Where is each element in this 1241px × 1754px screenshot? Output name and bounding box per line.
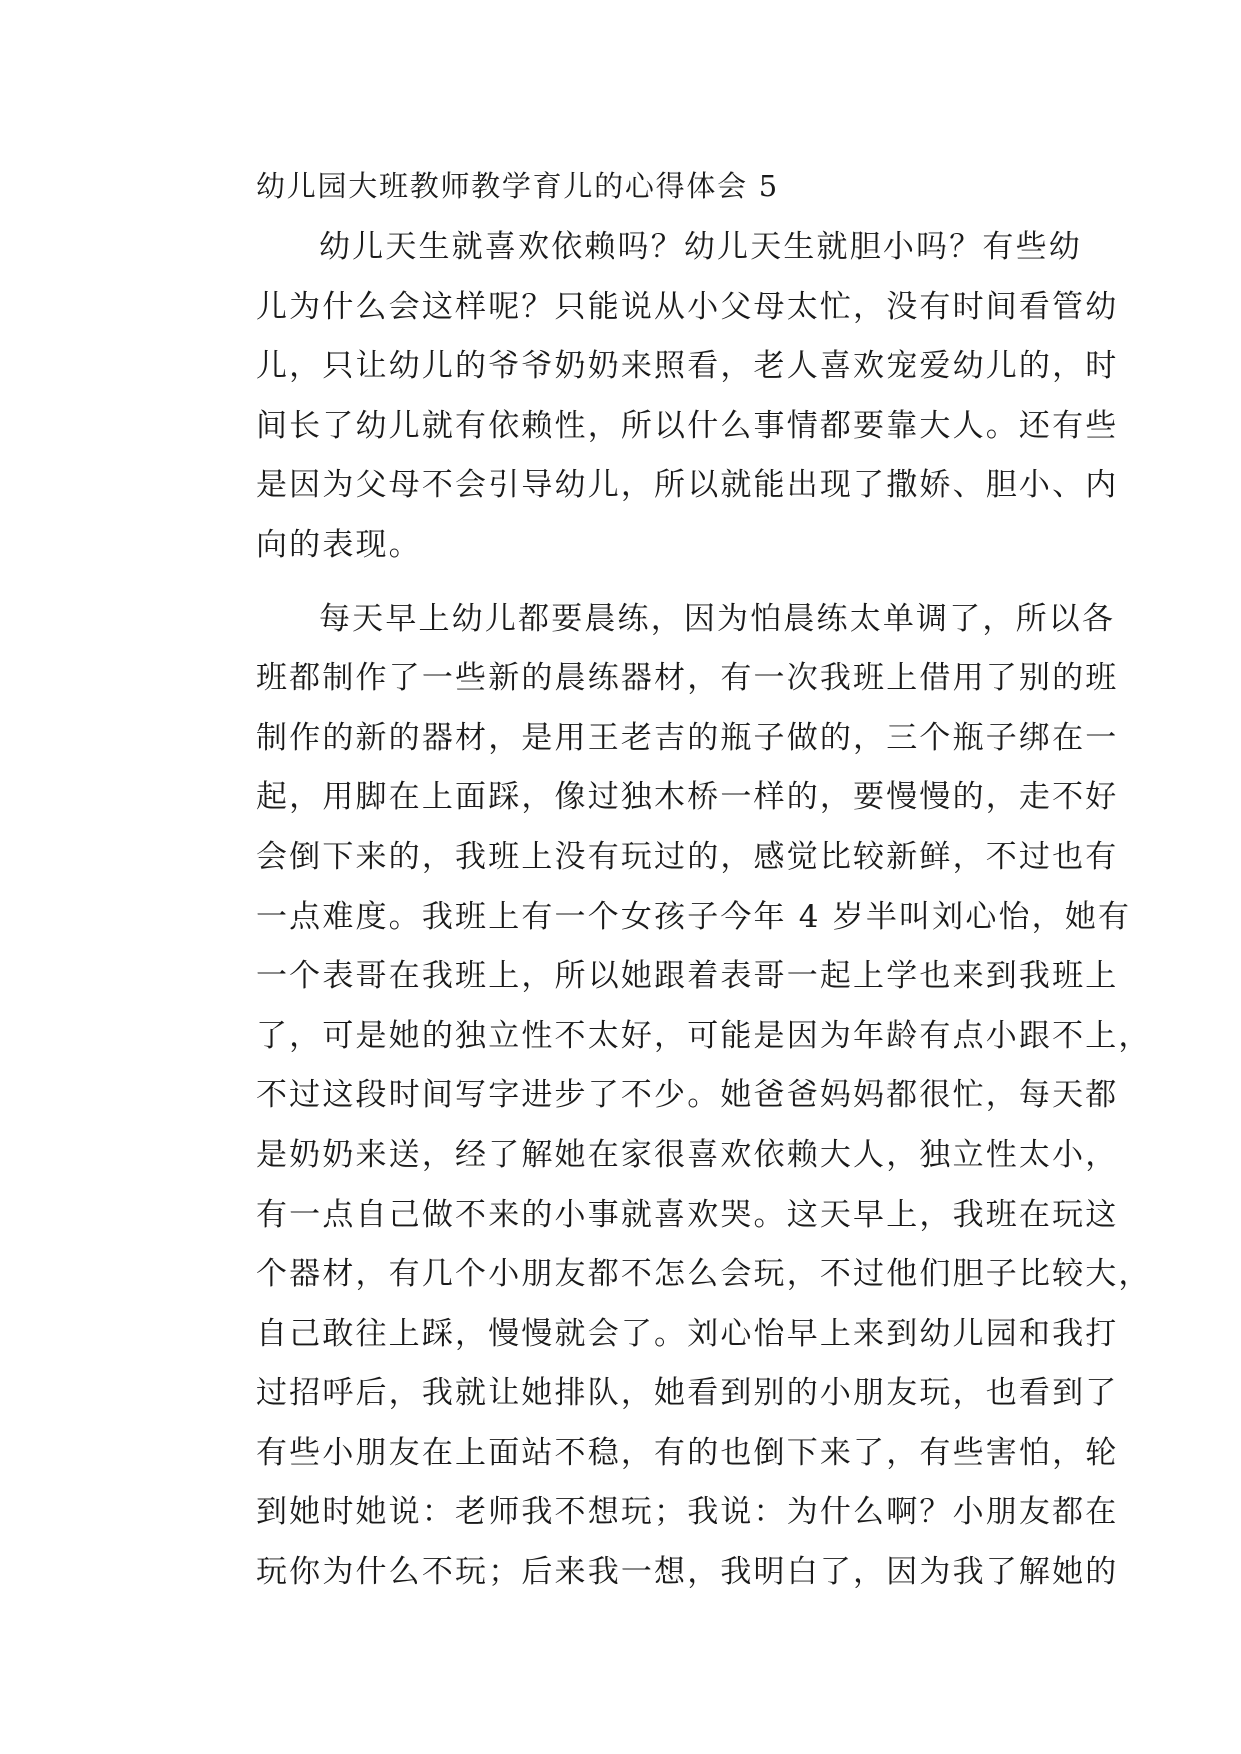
paragraph-line: 玩你为什么不玩；后来我一想，我明白了，因为我了解她的 bbox=[256, 1554, 1119, 1591]
paragraph-line: 起，用脚在上面踩，像过独木桥一样的，要慢慢的，走不好 bbox=[256, 779, 1119, 816]
paragraph-line: 有些小朋友在上面站不稳，有的也倒下来了，有些害怕，轮 bbox=[256, 1434, 1119, 1471]
document-title: 幼儿园大班教师教学育儿的心得体会 5 bbox=[256, 169, 779, 203]
paragraph-line: 到她时她说：老师我不想玩；我说：为什么啊？小朋友都在 bbox=[256, 1494, 1119, 1531]
paragraph-line: 每天早上幼儿都要晨练，因为怕晨练太单调了，所以各 bbox=[319, 600, 1116, 637]
paragraph-2 bbox=[193, 590, 1152, 1603]
paragraph-line: 是奶奶来送，经了解她在家很喜欢依赖大人，独立性太小， bbox=[256, 1136, 1119, 1173]
paragraph-spacer bbox=[193, 576, 1058, 590]
paragraph-line: 有一点自己做不来的小事就喜欢哭。这天早上，我班在玩这 bbox=[256, 1196, 1119, 1233]
paragraph-line: 不过这段时间写字进步了不少。她爸爸妈妈都很忙，每天都 bbox=[256, 1077, 1119, 1114]
paragraph-line: 向的表现。 bbox=[256, 526, 422, 563]
paragraph-line: 一个表哥在我班上，所以她跟着表哥一起上学也来到我班上 bbox=[256, 958, 1119, 995]
paragraph-line: 一点难度。我班上有一个女孩子今年 4 岁半叫刘心怡，她有 bbox=[256, 898, 1132, 935]
paragraph-line: 个器材，有几个小朋友都不怎么会玩，不过他们胆子比较大， bbox=[256, 1256, 1152, 1293]
paragraph-line: 制作的新的器材，是用王老吉的瓶子做的，三个瓶子绑在一 bbox=[256, 719, 1119, 756]
paragraph-1 bbox=[193, 218, 1119, 576]
paragraph-line: 班都制作了一些新的晨练器材，有一次我班上借用了别的班 bbox=[256, 660, 1119, 697]
paragraph-line: 儿为什么会这样呢？只能说从小父母太忙，没有时间看管幼 bbox=[256, 288, 1119, 325]
paragraph-line: 间长了幼儿就有依赖性，所以什么事情都要靠大人。还有些 bbox=[256, 407, 1119, 444]
paragraph-line: 了，可是她的独立性不太好，可能是因为年龄有点小跟不上， bbox=[256, 1017, 1152, 1054]
paragraph-line: 自己敢往上踩，慢慢就会了。刘心怡早上来到幼儿园和我打 bbox=[256, 1315, 1119, 1352]
paragraph-line: 儿，只让幼儿的爷爷奶奶来照看，老人喜欢宠爱幼儿的，时 bbox=[256, 348, 1119, 385]
paragraph-line: 是因为父母不会引导幼儿，所以就能出现了撒娇、胆小、内 bbox=[256, 467, 1119, 504]
document-body bbox=[193, 160, 1152, 1603]
paragraph-line: 会倒下来的，我班上没有玩过的，感觉比较新鲜，不过也有 bbox=[256, 838, 1119, 875]
paragraph-line: 幼儿天生就喜欢依赖吗？幼儿天生就胆小吗？有些幼 bbox=[319, 229, 1082, 265]
paragraph-line: 过招呼后，我就让她排队，她看到别的小朋友玩，也看到了 bbox=[256, 1375, 1119, 1412]
